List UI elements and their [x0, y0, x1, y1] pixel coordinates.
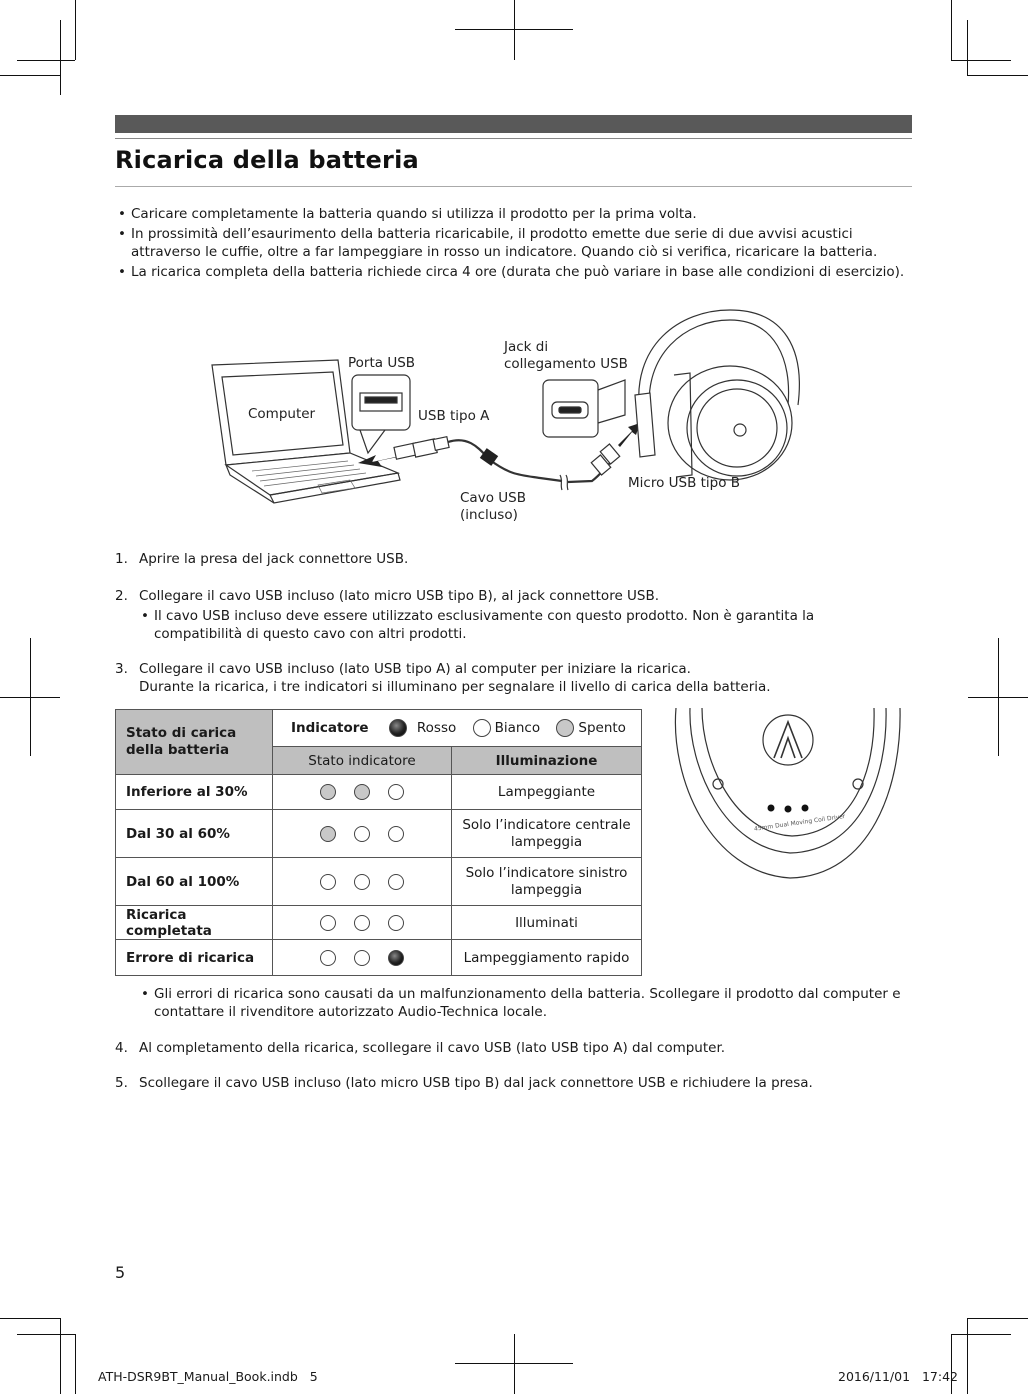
- usb-jack-label-line1: Jack di: [504, 339, 549, 355]
- crop-mark: [455, 1363, 573, 1364]
- red-indicator-icon: [389, 719, 407, 737]
- indicator-white-icon: [388, 874, 404, 890]
- indicator-white-icon: [354, 915, 370, 931]
- legend-red: Rosso: [416, 720, 457, 736]
- insert-arrow: [618, 423, 640, 447]
- header-state: Stato di carica della batteria: [116, 710, 273, 775]
- crop-mark: [967, 20, 968, 75]
- table-row: [116, 940, 642, 976]
- legend-off: Spento: [578, 720, 626, 736]
- crop-mark: [514, 1334, 515, 1394]
- bullet-item: • In prossimità dell’esaurimento della batteria ricaricabile, il prodotto emette due serie di due avvisi acustici attraverso le cuffie, oltre a far lampeggiare in rosso un indicatore. Quando ciò si verifica, ricaricare la batteria.: [118, 226, 878, 260]
- row-state: Inferiore al 30%: [116, 775, 273, 810]
- indicator-white-icon: [354, 950, 370, 966]
- earcup-illustration: [670, 708, 905, 883]
- footer-timestamp: 2016/11/01 17:42: [838, 1369, 958, 1384]
- row-state: Dal 60 al 100%: [116, 858, 273, 906]
- indicator-white-icon: [320, 874, 336, 890]
- indicator-white-icon: [388, 915, 404, 931]
- indicator-off-icon: [320, 784, 336, 800]
- crop-mark: [951, 0, 952, 60]
- crop-mark: [967, 1318, 1028, 1319]
- step-3: 3. Collegare il cavo USB incluso (lato USB tipo A) al computer per iniziare la ricarica. Durante la ricarica, i tre indicatori si illuminano per segnalare il livello di carica della batteria.: [115, 661, 771, 695]
- crop-mark: [951, 60, 1011, 61]
- crop-mark: [0, 75, 60, 76]
- crop-mark: [951, 1334, 1011, 1335]
- footer-filename: ATH-DSR9BT_Manual_Book.indb 5: [98, 1369, 318, 1384]
- indicator-off-icon: [320, 826, 336, 842]
- usb-jack-label-line2: collegamento USB: [504, 356, 628, 372]
- indicator-white-icon: [388, 826, 404, 842]
- legend-white: Bianco: [494, 720, 541, 736]
- usb-type-a-label: USB tipo A: [418, 408, 490, 424]
- step-5: 5. Scollegare il cavo USB incluso (lato micro USB tipo B) dal jack connettore USB e richiudere la presa.: [115, 1075, 813, 1091]
- crop-mark: [967, 1318, 968, 1394]
- title-underline: [115, 186, 912, 187]
- table-row: [116, 810, 642, 858]
- crop-mark: [17, 1334, 75, 1335]
- step-2: 2. Collegare il cavo USB incluso (lato micro USB tipo B), al jack connettore USB.: [115, 588, 660, 604]
- micro-usb-plug: [591, 444, 619, 475]
- usb-port-label: Porta USB: [348, 355, 416, 371]
- usb-cable: [448, 440, 610, 482]
- row-illumination: Solo l’indicatore sinistro lampeggia: [452, 858, 642, 906]
- indicator-white-icon: [388, 784, 404, 800]
- indicator-dots: [273, 775, 452, 810]
- crop-mark: [968, 697, 1028, 698]
- headphone-illustration: [635, 310, 799, 480]
- indicator-red-icon: [388, 950, 404, 966]
- charge-status-table: [115, 709, 642, 976]
- indicator-dots: [273, 906, 452, 940]
- indicator-off-icon: [354, 784, 370, 800]
- indicator-dots: [273, 810, 452, 858]
- step-2-note: • Il cavo USB incluso deve essere utilizzato esclusivamente con questo prodotto. Non è garantita la compatibilità di questo cavo con altri prodotti.: [141, 608, 815, 642]
- indicator-white-icon: [320, 915, 336, 931]
- usb-a-plug: [394, 437, 449, 460]
- cable-break-mark: [560, 475, 568, 490]
- page-title: Ricarica della batteria: [115, 146, 419, 174]
- step-1: 1. Aprire la presa del jack connettore USB.: [115, 551, 409, 567]
- indicator-white-icon: [354, 826, 370, 842]
- crop-mark: [17, 60, 75, 61]
- crop-mark: [75, 0, 76, 60]
- bullet-item: • La ricarica completa della batteria richiede circa 4 ore (durata che può variare in base alle condizioni di esercizio).: [118, 264, 905, 280]
- page-number: 5: [115, 1263, 126, 1282]
- header-indicator-state: Stato indicatore: [273, 747, 452, 775]
- row-state: Ricarica completata: [116, 906, 273, 940]
- off-indicator-icon: [556, 719, 574, 737]
- row-state: Errore di ricarica: [116, 940, 273, 976]
- header-rule: [115, 138, 912, 139]
- crop-mark: [514, 0, 515, 60]
- bullet-item: • Caricare completamente la batteria quando si utilizza il prodotto per la prima volta.: [118, 206, 697, 222]
- table-row: [116, 775, 642, 810]
- usb-port-callout: [352, 375, 410, 453]
- charging-diagram: [200, 305, 820, 540]
- crop-mark: [455, 29, 573, 30]
- row-illumination: Lampeggiante: [452, 775, 642, 810]
- usb-jack-callout: [543, 380, 625, 437]
- crop-mark: [60, 1318, 61, 1394]
- table-row: [116, 906, 642, 940]
- crop-mark: [75, 1334, 76, 1394]
- crop-mark: [0, 697, 60, 698]
- indicator-white-icon: [354, 874, 370, 890]
- row-state: Dal 30 al 60%: [116, 810, 273, 858]
- indicator-dots: [273, 940, 452, 976]
- header-illumination: Illuminazione: [452, 747, 642, 775]
- crop-mark: [0, 1318, 60, 1319]
- crop-mark: [951, 1334, 952, 1394]
- section-header-bar: [115, 115, 912, 133]
- earcup-driver-text: 45mm Dual Moving Coil Driver: [753, 812, 846, 833]
- crop-mark: [60, 20, 61, 95]
- row-illumination: Illuminati: [452, 906, 642, 940]
- row-illumination: Solo l’indicatore centrale lampeggia: [452, 810, 642, 858]
- indicator-dots: [273, 858, 452, 906]
- row-illumination: Lampeggiamento rapido: [452, 940, 642, 976]
- legend-label: Indicatore: [291, 720, 369, 736]
- legend-cell: [273, 710, 642, 747]
- crop-mark: [967, 75, 1028, 76]
- step-4: 4. Al completamento della ricarica, scollegare il cavo USB (lato USB tipo A) dal computer.: [115, 1040, 726, 1056]
- cable-label-line2: (incluso): [460, 507, 518, 523]
- table-row: [116, 858, 642, 906]
- computer-label: Computer: [248, 406, 316, 422]
- cable-label-line1: Cavo USB: [460, 490, 526, 506]
- micro-usb-label: Micro USB tipo B: [628, 475, 741, 491]
- white-indicator-icon: [473, 719, 491, 737]
- indicator-white-icon: [320, 950, 336, 966]
- step-3-note: • Gli errori di ricarica sono causati da un malfunzionamento della batteria. Scollegare il prodotto dal computer e contattare il rivenditore autorizzato Audio-Technica locale.: [141, 986, 901, 1020]
